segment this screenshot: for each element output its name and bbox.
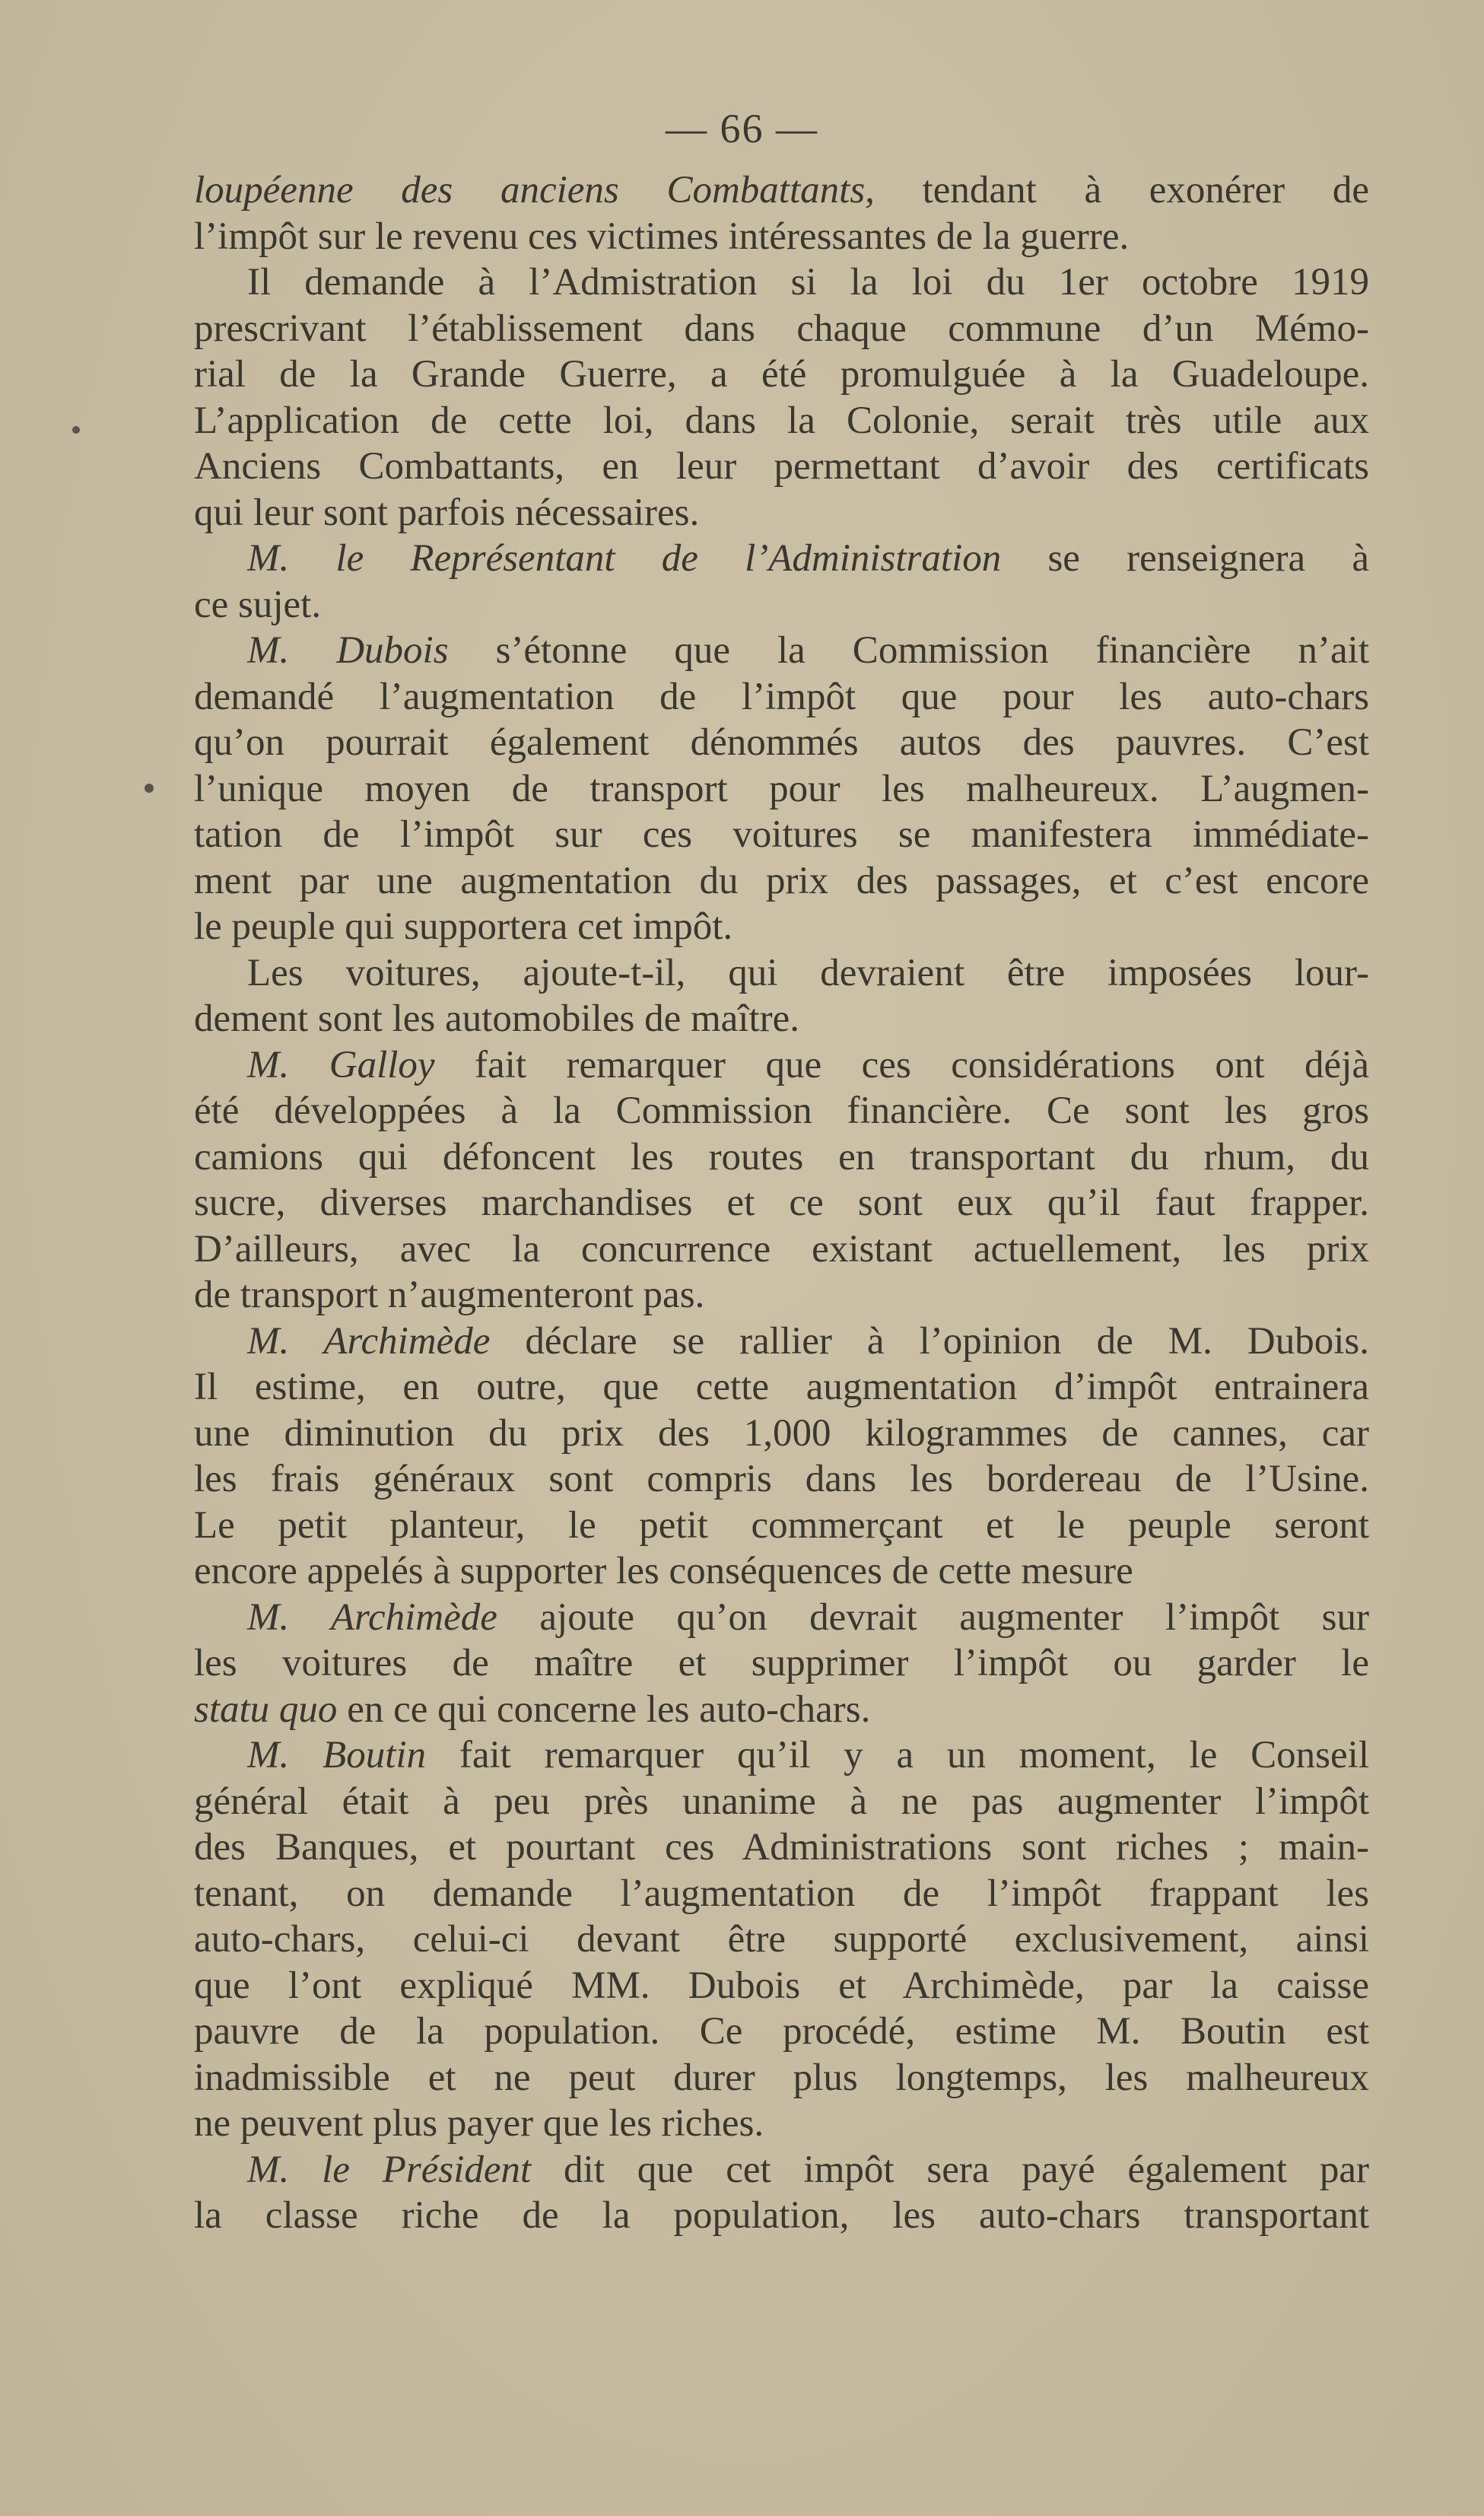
text-line	[194, 1364, 1369, 1411]
text-run: ce sujet.	[194, 583, 322, 626]
italic-run: M. Archimède	[247, 1319, 491, 1363]
text-run: le peuple qui supportera cet impôt.	[194, 905, 733, 948]
text-run: les frais généraux sont compris dans les bordereau de l’Usine.	[194, 1458, 1369, 1500]
ink-speck	[72, 426, 80, 434]
italic-run: M. le Représentant de l’Administration	[247, 537, 1002, 580]
text-run: L’application de cette loi, dans la Colonie, serait très utile aux	[194, 399, 1369, 442]
text-line	[194, 214, 1369, 260]
text-line	[194, 720, 1369, 766]
text-run: général était à peu près unanime à ne pas augmenter l’impôt	[194, 1780, 1369, 1823]
text-line	[194, 858, 1369, 905]
text-line	[194, 1871, 1369, 1917]
italic-run: M. le Président	[247, 2148, 532, 2191]
text-line	[194, 1180, 1369, 1226]
body-text	[194, 167, 1369, 2239]
text-run: D’ailleurs, avec la concurrence existant actuellement, les prix	[194, 1227, 1369, 1271]
text-line	[194, 2009, 1369, 2055]
text-line	[194, 1595, 1369, 1641]
text-line	[194, 351, 1369, 398]
text-run: Anciens Combattants, en leur permettant d’avoir des certificats	[194, 445, 1369, 488]
text-run: que l’ont expliqué MM. Dubois et Archimède, par la caisse	[194, 1964, 1369, 2007]
text-line	[194, 812, 1369, 858]
text-line	[194, 2101, 1369, 2147]
text-run: s’étonne que la Commission financière n’ait	[448, 629, 1369, 672]
text-run: tenant, on demande l’augmentation de l’impôt frappant les	[194, 1872, 1369, 1915]
text-run: déclare se rallier à l’opinion de M. Dubois.	[490, 1319, 1369, 1363]
text-line	[194, 1548, 1369, 1595]
text-run: Il estime, en outre, que cette augmentation d’impôt entrainera	[194, 1366, 1369, 1408]
text-line	[194, 582, 1369, 628]
text-run: été développées à la Commission financière. Ce sont les gros	[194, 1089, 1369, 1132]
text-run: une diminution du prix des 1,000 kilogrammes de cannes, car	[194, 1411, 1369, 1455]
text-line	[194, 766, 1369, 813]
text-run: l’impôt sur le revenu ces victimes intéressantes de la guerre.	[194, 215, 1130, 258]
text-run: pauvre de la population. Ce procédé, estime M. Boutin est	[194, 2010, 1369, 2053]
text-line	[194, 904, 1369, 950]
text-line	[194, 306, 1369, 352]
text-line	[194, 996, 1369, 1042]
text-run: demandé l’augmentation de l’impôt que pour les auto-chars	[194, 675, 1369, 718]
text-run: dit que cet impôt sera payé également par	[531, 2148, 1369, 2191]
text-run: de transport n’augmenteront pas.	[194, 1274, 705, 1316]
text-line	[194, 1411, 1369, 1457]
italic-run: statu quo	[194, 1687, 338, 1731]
text-line	[194, 490, 1369, 536]
text-run: en ce qui concerne les auto-chars.	[337, 1687, 871, 1731]
text-run: auto-chars, celui-ci devant être supporté exclusivement, ainsi	[194, 1918, 1369, 1961]
text-run: ajoute qu’on devrait augmenter l’impôt sur	[497, 1595, 1369, 1639]
text-run: ment par une augmentation du prix des passages, et c’est encore	[194, 859, 1369, 902]
text-line	[194, 674, 1369, 720]
text-run: Les voitures, ajoute-t-il, qui devraient être imposées lour-	[247, 951, 1369, 994]
text-line	[194, 1272, 1369, 1318]
text-run: l’unique moyen de transport pour les malheureux. L’augmen-	[194, 767, 1369, 810]
text-line	[194, 167, 1369, 214]
text-line	[194, 536, 1369, 582]
text-run: Il demande à l’Admistration si la loi du 1er octobre 1919	[247, 261, 1369, 304]
text-run: rial de la Grande Guerre, a été promulguée à la Guadeloupe.	[194, 353, 1369, 396]
ink-speck	[145, 784, 154, 793]
text-line	[194, 1916, 1369, 1963]
text-line	[194, 1732, 1369, 1779]
text-line	[194, 1456, 1369, 1503]
text-run: qui leur sont parfois nécessaires.	[194, 491, 700, 534]
text-line	[194, 259, 1369, 306]
text-line	[194, 1318, 1369, 1365]
text-line	[194, 1226, 1369, 1273]
text-line	[194, 444, 1369, 490]
text-run: tendant à exonérer de	[874, 169, 1369, 212]
text-run: se renseignera à	[1001, 537, 1369, 580]
text-line	[194, 2193, 1369, 2239]
text-line	[194, 1042, 1369, 1089]
text-line	[194, 398, 1369, 444]
text-line	[194, 2055, 1369, 2101]
text-run: des Banques, et pourtant ces Administrations sont riches ; main-	[194, 1826, 1369, 1869]
text-run: qu’on pourrait également dénommés autos des pauvres. C’est	[194, 721, 1369, 764]
text-run: Le petit planteur, le petit commerçant et le peuple seront	[194, 1503, 1369, 1547]
text-line	[194, 1088, 1369, 1134]
text-run: les voitures de maître et supprimer l’impôt ou garder le	[194, 1642, 1369, 1684]
page-number: — 66 —	[666, 106, 818, 151]
text-run: inadmissible et ne peut durer plus longtemps, les malheureux	[194, 2056, 1369, 2099]
text-run: encore appelés à supporter les conséquences de cette mesure	[194, 1550, 1133, 1592]
text-line	[194, 628, 1369, 674]
text-run: dement sont les automobiles de maître.	[194, 997, 799, 1040]
text-line	[194, 1824, 1369, 1871]
text-line	[194, 1963, 1369, 2009]
text-run: fait remarquer que ces considérations ont déjà	[434, 1043, 1369, 1086]
text-line	[194, 950, 1369, 997]
text-run: ne peuvent plus payer que les riches.	[194, 2102, 764, 2145]
text-run: prescrivant l’établissement dans chaque commune d’un Mémo-	[194, 307, 1369, 350]
italic-run: M. Boutin	[247, 1734, 427, 1776]
italic-run: loupéenne des anciens Combattants,	[194, 169, 875, 212]
text-run: camions qui défoncent les routes en transportant du rhum, du	[194, 1135, 1369, 1178]
text-run: tation de l’impôt sur ces voitures se manifestera immédiate-	[194, 813, 1369, 856]
text-line	[194, 1640, 1369, 1687]
italic-run: M. Archimède	[247, 1595, 497, 1639]
italic-run: M. Galloy	[247, 1043, 435, 1086]
text-run: la classe riche de la population, les auto-chars transportant	[194, 2194, 1369, 2237]
text-line	[194, 1503, 1369, 1549]
italic-run: M. Dubois	[247, 629, 449, 672]
text-run: sucre, diverses marchandises et ce sont eux qu’il faut frapper.	[194, 1182, 1369, 1224]
text-run: fait remarquer qu’il y a un moment, le Conseil	[426, 1734, 1369, 1776]
text-line	[194, 1134, 1369, 1181]
text-line	[194, 1687, 1369, 1733]
text-line	[194, 2147, 1369, 2193]
text-line	[194, 1779, 1369, 1825]
